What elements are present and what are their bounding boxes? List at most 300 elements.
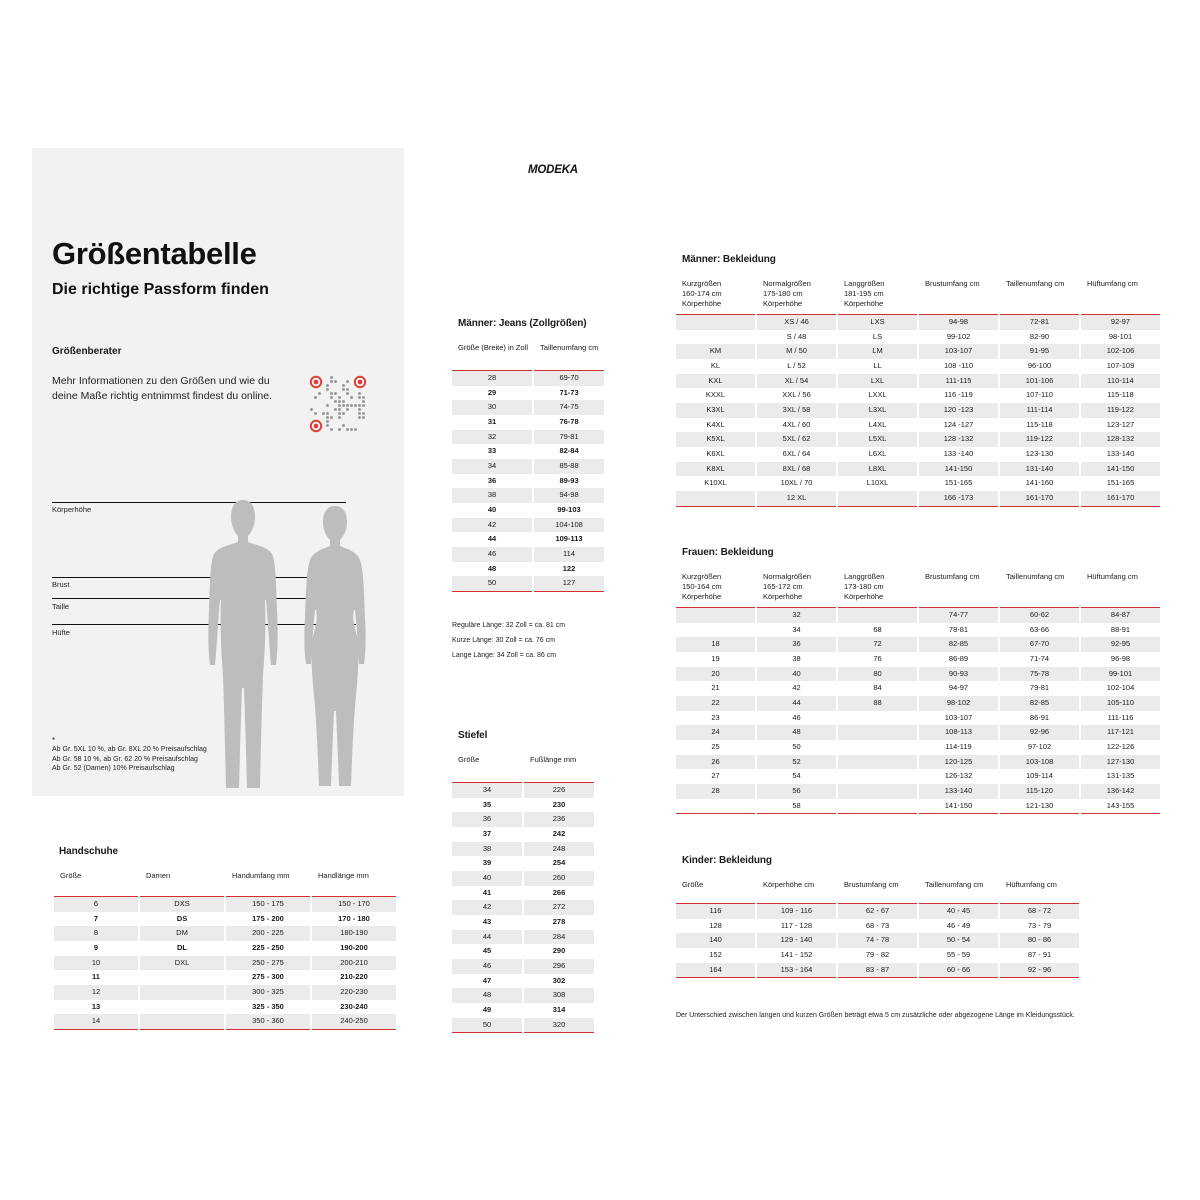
table-cell: XS / 46 [757, 315, 836, 330]
table-cell: DL [177, 942, 187, 952]
table-cell: 200-210 [312, 956, 396, 971]
table-cell: 38 [792, 653, 801, 663]
table-header-row [676, 279, 1160, 315]
table-cell: 128 [709, 920, 722, 930]
qr-finder-top-right-icon [354, 376, 366, 388]
table-cell: LL [873, 360, 882, 370]
table-cell: 82-90 [1029, 331, 1050, 341]
table-cell: 111-116 [1107, 712, 1134, 722]
table-cell: 89-93 [559, 475, 579, 485]
table-cell: 91-95 [1000, 344, 1079, 359]
table-cell: DXS [140, 897, 224, 912]
table-cell: 36 [452, 812, 522, 827]
table-cell: 32 [757, 608, 836, 623]
table-cell: 45 [482, 946, 492, 956]
table-cell: 46 [452, 959, 522, 974]
table-cell: 42 [452, 518, 532, 533]
table-cell: 107-109 [1106, 360, 1135, 370]
table-cell: 96-100 [1027, 360, 1052, 370]
table-cell: 40 [487, 504, 497, 514]
table-cell: 94-98 [534, 488, 604, 503]
table-cell: 60-62 [1000, 608, 1079, 623]
table-cell: 85-88 [534, 459, 604, 474]
table-cell: LXL [838, 374, 917, 389]
qr-finder-bottom-left-icon [310, 420, 322, 432]
table-cell: DS [176, 913, 188, 923]
column-header: Handlänge mm [312, 871, 396, 897]
table-cell: 90-93 [919, 667, 998, 682]
table-cell: 97-102 [1027, 741, 1052, 751]
women-title: Frauen: Bekleidung [682, 547, 774, 558]
table-cell: 14 [54, 1014, 138, 1030]
table-cell: 88-91 [1110, 624, 1131, 634]
kids-note: Der Unterschied zwischen langen und kurzen Größen beträgt etwa 5 cm zusätzliche oder abgezogene Länge im Kleidungsstück. [676, 1012, 1075, 1019]
table-cell: 123-127 [1106, 419, 1135, 429]
table-row [676, 919, 1079, 934]
column-header: Normalgrößen 165-172 cm Körperhöhe [757, 572, 836, 608]
table-header-row [452, 755, 594, 783]
table-cell: 128-132 [1081, 432, 1160, 447]
gloves-table-block [52, 846, 398, 1030]
column-header: Handumfang mm [226, 871, 310, 897]
table-cell: 250 - 275 [226, 956, 310, 971]
boots-title: Stiefel [458, 730, 488, 741]
column-header: Brustumfang cm [838, 880, 917, 904]
table-cell: 21 [711, 683, 720, 693]
table-cell: 75-78 [1000, 667, 1079, 682]
table-cell: 92-96 [1000, 725, 1079, 740]
table-cell: 108 -110 [943, 360, 974, 370]
table-cell: 141-160 [1025, 478, 1054, 488]
table-cell: 254 [552, 858, 566, 868]
table-row [452, 798, 594, 813]
table-cell: 28 [452, 371, 532, 386]
table-cell: 119-122 [1081, 403, 1160, 418]
table-cell: 3XL / 58 [757, 403, 836, 418]
table-cell: 120-125 [919, 755, 998, 770]
table-cell: 133-140 [919, 784, 998, 799]
table-cell: K3XL [676, 403, 755, 418]
table-cell: 20 [676, 667, 755, 682]
column-header: Größe [54, 871, 138, 897]
table-cell: 9 [93, 942, 99, 952]
table-cell: 99-101 [1081, 667, 1160, 682]
table-cell: 12 XL [757, 491, 836, 507]
column-header: Taillenumfang cm [1000, 572, 1079, 608]
table-cell: 127 [534, 576, 604, 592]
table-cell: L / 52 [787, 360, 806, 370]
table-row [452, 459, 604, 474]
table-cell: 248 [524, 842, 594, 857]
column-header: Kurzgrößen 160-174 cm Körperhöhe [676, 279, 755, 315]
modeka-logo [528, 163, 596, 175]
table-cell: 116 -119 [944, 390, 973, 400]
column-header: Brustumfang cm [919, 279, 998, 315]
table-cell: 122 [562, 563, 576, 573]
table-cell: 109-114 [1026, 771, 1053, 781]
footnote: Ab Gr. 58 10 %, ab Gr. 62 20 % Preisaufschlag [52, 755, 198, 763]
footnote: Ab Gr. 52 (Damen) 10% Preisaufschlag [52, 765, 175, 772]
table-cell: 35 [482, 799, 492, 809]
table-cell: 98-101 [1108, 331, 1133, 341]
table-cell: 124 -127 [943, 419, 974, 429]
table-row [452, 547, 604, 562]
table-cell [676, 623, 755, 638]
male-silhouette-icon [208, 500, 278, 790]
table-row [676, 344, 1160, 359]
column-header: Brustumfang cm [919, 572, 998, 608]
table-cell: K10XL [704, 478, 727, 488]
table-cell: L4XL [868, 419, 887, 429]
table-cell [838, 711, 917, 726]
table-cell: 50 [452, 576, 532, 592]
column-header: Hüftumfang cm [1081, 572, 1160, 608]
column-header: Taillenumfang cm [534, 343, 604, 371]
table-cell: 284 [524, 930, 594, 945]
table-cell: 300 - 325 [226, 985, 310, 1000]
table-cell: 131-135 [1106, 771, 1135, 781]
table-cell: L5XL [838, 432, 917, 447]
table-cell: 22 [676, 696, 755, 711]
table-cell: 60 - 66 [919, 963, 998, 979]
table-cell: 111-115 [919, 374, 998, 389]
table-row [54, 926, 396, 941]
table-cell: 260 [524, 871, 594, 886]
table-cell: 120 -123 [919, 403, 998, 418]
table-row [452, 1018, 594, 1034]
table-cell: 76 [873, 653, 882, 663]
table-row [452, 886, 594, 901]
column-header: Hüftumfang cm [1081, 279, 1160, 315]
table-cell: 38 [452, 842, 522, 857]
table-cell: 55 - 59 [946, 949, 971, 959]
table-cell: 46 [452, 547, 532, 562]
table-cell: 180-190 [312, 926, 396, 941]
table-cell: 136-142 [1081, 784, 1160, 799]
table-cell: 121-130 [1000, 799, 1079, 815]
table-header-row [676, 572, 1160, 608]
table-cell [838, 769, 917, 784]
qr-code-icon[interactable] [309, 375, 367, 433]
table-cell: 103-107 [919, 344, 998, 359]
table-cell: 123-130 [1025, 448, 1054, 458]
table-cell: 33 [487, 446, 497, 456]
table-row [676, 462, 1160, 477]
table-cell: 46 [792, 712, 801, 722]
table-cell: 74 - 78 [838, 933, 917, 948]
svg-text:MODEKA: MODEKA [528, 164, 578, 175]
table-cell: 41 [482, 887, 492, 897]
table-row [452, 430, 604, 445]
jeans-table [450, 343, 606, 592]
table-row [452, 900, 594, 915]
table-cell: 153 - 164 [757, 963, 836, 979]
table-cell: 161-170 [1081, 491, 1160, 507]
table-cell: K5XL [676, 432, 755, 447]
female-silhouette-icon [302, 506, 368, 788]
table-row [452, 488, 604, 503]
column-header: Taillenumfang cm [1000, 279, 1079, 315]
table-row [676, 667, 1160, 682]
chest-label: Brust [52, 580, 70, 589]
table-row [452, 988, 594, 1003]
table-cell: 7 [93, 913, 99, 923]
table-row [54, 912, 396, 927]
table-cell: 150 - 170 [312, 897, 396, 912]
table-cell [838, 784, 917, 799]
table-cell: 28 [676, 784, 755, 799]
table-row [54, 970, 396, 985]
gloves-table [52, 871, 398, 1030]
table-cell: XXL / 56 [782, 390, 811, 400]
jeans-note: Lange Länge: 34 Zoll = ca. 86 cm [452, 652, 557, 659]
kids-table-block [674, 855, 1081, 978]
table-cell: 74-75 [534, 400, 604, 415]
table-row [676, 740, 1160, 755]
table-cell: 38 [452, 488, 532, 503]
column-header: Damen [140, 871, 224, 897]
table-cell: 80 - 86 [1000, 933, 1079, 948]
table-cell: K6XL [706, 448, 725, 458]
table-cell: 242 [552, 828, 566, 838]
table-cell: 131-140 [1000, 462, 1079, 477]
kids-title: Kinder: Bekleidung [682, 855, 772, 866]
table-cell: 50 [452, 1018, 522, 1034]
table-cell: 350 - 360 [226, 1014, 310, 1030]
table-row [676, 315, 1160, 330]
table-cell: 25 [711, 741, 720, 751]
table-cell: 40 [452, 871, 522, 886]
table-cell: 230-240 [340, 1001, 368, 1011]
table-cell: XL / 54 [757, 374, 836, 389]
table-cell: 110-114 [1081, 374, 1160, 389]
table-cell: 42 [792, 683, 801, 693]
table-cell: 278 [552, 916, 566, 926]
table-row [452, 974, 594, 989]
table-cell: KL [710, 360, 721, 370]
table-cell: 12 [54, 985, 138, 1000]
table-cell [838, 740, 917, 755]
table-cell: 102-106 [1081, 344, 1160, 359]
table-cell: 82-85 [919, 637, 998, 652]
table-row [676, 904, 1079, 919]
footnotes [52, 745, 207, 774]
table-cell: 72-81 [1000, 315, 1079, 330]
column-header: Größe [676, 880, 755, 904]
page-subtitle: Die richtige Passform finden [52, 281, 269, 298]
table-row [676, 711, 1160, 726]
table-cell: LS [872, 331, 883, 341]
table-cell [140, 1000, 224, 1015]
table-cell: 92 - 96 [1000, 963, 1079, 979]
table-cell: 175 - 200 [252, 913, 284, 923]
table-cell: 151-165 [1106, 478, 1135, 488]
table-cell: 290 [552, 946, 566, 956]
table-cell: 10 [54, 956, 138, 971]
table-cell: 18 [676, 637, 755, 652]
jeans-notes [452, 618, 565, 663]
table-cell: 314 [552, 1004, 566, 1014]
table-cell [676, 491, 755, 507]
women-table-block [674, 547, 1162, 814]
table-row [54, 956, 396, 971]
table-cell: 54 [792, 771, 801, 781]
footnote-marker: * [52, 736, 56, 745]
table-cell: 69-70 [534, 371, 604, 386]
table-row [452, 371, 604, 386]
table-row [676, 476, 1160, 491]
table-cell: 32 [452, 430, 532, 445]
table-cell: 62 - 67 [838, 904, 917, 919]
table-cell: 117-121 [1081, 725, 1160, 740]
table-cell: 114 [534, 547, 604, 562]
table-cell: 94-98 [919, 315, 998, 330]
table-row [452, 518, 604, 533]
table-row [676, 330, 1160, 345]
table-cell [676, 330, 755, 345]
column-header: Größe [452, 755, 522, 783]
kids-clothing-table [674, 880, 1081, 978]
table-cell: KM [676, 344, 755, 359]
table-cell: 19 [711, 653, 720, 663]
table-cell: 10XL / 70 [780, 478, 813, 488]
table-cell: 92-95 [1081, 637, 1160, 652]
table-cell: 107-110 [1026, 390, 1053, 400]
table-cell: 79-81 [534, 430, 604, 445]
table-cell: 23 [711, 712, 720, 722]
table-cell: 272 [524, 900, 594, 915]
table-cell: 50 - 54 [919, 933, 998, 948]
women-clothing-table [674, 572, 1162, 814]
table-cell: 4XL / 60 [782, 419, 811, 429]
table-cell: 6 [54, 897, 138, 912]
table-cell: 71-74 [1029, 653, 1050, 663]
table-cell: 84 [873, 683, 882, 693]
table-cell: 58 [757, 799, 836, 815]
table-cell [838, 755, 917, 770]
column-header: Langgrößen 173-180 cm Körperhöhe [838, 572, 917, 608]
table-row [452, 503, 604, 518]
table-cell: KXL [676, 374, 755, 389]
table-row [676, 491, 1160, 507]
table-cell: 26 [676, 755, 755, 770]
table-cell: M / 50 [757, 344, 836, 359]
table-cell: 308 [524, 988, 594, 1003]
table-cell: 111-114 [1000, 403, 1079, 418]
table-cell: 119-122 [1000, 432, 1079, 447]
table-cell: 141 - 152 [780, 949, 813, 959]
table-cell: 96-98 [1110, 653, 1131, 663]
table-cell: 44 [757, 696, 836, 711]
table-cell: 34 [452, 783, 522, 798]
table-cell: L3XL [838, 403, 917, 418]
table-row [452, 842, 594, 857]
table-row [452, 944, 594, 959]
table-cell: 129 - 140 [757, 933, 836, 948]
table-row [54, 1000, 396, 1015]
gloves-title: Handschuhe [59, 846, 119, 857]
table-row [676, 784, 1160, 799]
table-cell: LXXL [868, 390, 887, 400]
table-row [452, 930, 594, 945]
table-row [676, 933, 1079, 948]
table-cell: 150 - 175 [226, 897, 310, 912]
table-cell: 320 [524, 1018, 594, 1034]
column-header: Langgrößen 181-195 cm Körperhöhe [838, 279, 917, 315]
table-cell: 210-220 [340, 972, 368, 982]
column-header: Normalgrößen 175-180 cm Körperhöhe [757, 279, 836, 315]
table-cell: 141-150 [1081, 462, 1160, 477]
table-cell: 43 [482, 916, 492, 926]
table-row [452, 532, 604, 547]
table-row [676, 403, 1160, 418]
intro-panel [32, 148, 404, 796]
table-cell: 86-89 [948, 653, 969, 663]
jeans-title: Männer: Jeans (Zollgrößen) [458, 318, 587, 329]
table-cell: KXXL [705, 390, 726, 400]
table-cell: 102-104 [1106, 683, 1135, 693]
table-row [452, 1003, 594, 1018]
column-header: Fußlänge mm [524, 755, 594, 783]
table-row [452, 576, 604, 592]
table-header-row [676, 880, 1079, 904]
table-row [676, 432, 1160, 447]
table-row [676, 447, 1160, 462]
table-cell [676, 315, 755, 330]
table-row [452, 474, 604, 489]
table-row [676, 637, 1160, 652]
table-cell: 94-97 [948, 683, 969, 693]
table-row [54, 1014, 396, 1030]
table-cell: 48 [757, 725, 836, 740]
table-cell: 152 [709, 949, 722, 959]
table-cell: 6XL / 64 [782, 448, 811, 458]
table-cell: 88 [838, 696, 917, 711]
hip-label: Hüfte [52, 628, 70, 637]
table-cell: 200 - 225 [226, 926, 310, 941]
table-row [676, 359, 1160, 374]
waist-label: Taille [52, 602, 70, 611]
table-cell: 104-108 [534, 518, 604, 533]
table-cell: DM [140, 926, 224, 941]
table-row [452, 783, 594, 798]
table-cell: 225 - 250 [252, 942, 284, 952]
table-cell: 8XL / 68 [757, 462, 836, 477]
table-cell: 67-70 [1000, 637, 1079, 652]
table-cell: 98-102 [919, 696, 998, 711]
qr-finder-top-left-icon [310, 376, 322, 388]
size-advisor-heading: Größenberater [52, 346, 122, 357]
table-cell: L8XL [838, 462, 917, 477]
table-cell: 86-91 [1029, 712, 1050, 722]
table-cell: 128 -132 [919, 432, 998, 447]
table-cell: 71-73 [559, 387, 579, 397]
table-cell: 74-77 [919, 608, 998, 623]
table-cell: 39 [482, 858, 492, 868]
table-cell: 87 - 91 [1027, 949, 1052, 959]
table-cell [838, 491, 917, 507]
table-cell: 302 [552, 975, 566, 985]
table-cell [140, 970, 224, 985]
table-row [676, 948, 1079, 963]
table-cell: 56 [757, 784, 836, 799]
table-cell: 161-170 [1000, 491, 1079, 507]
height-line [52, 502, 346, 503]
footnote: Ab Gr. 5XL 10 %, ab Gr. 8XL 20 % Preisaufschlag [52, 746, 207, 753]
table-cell: 34 [452, 459, 532, 474]
column-header: Hüftumfang cm [1000, 880, 1079, 904]
table-cell: 73 - 79 [1027, 920, 1052, 930]
